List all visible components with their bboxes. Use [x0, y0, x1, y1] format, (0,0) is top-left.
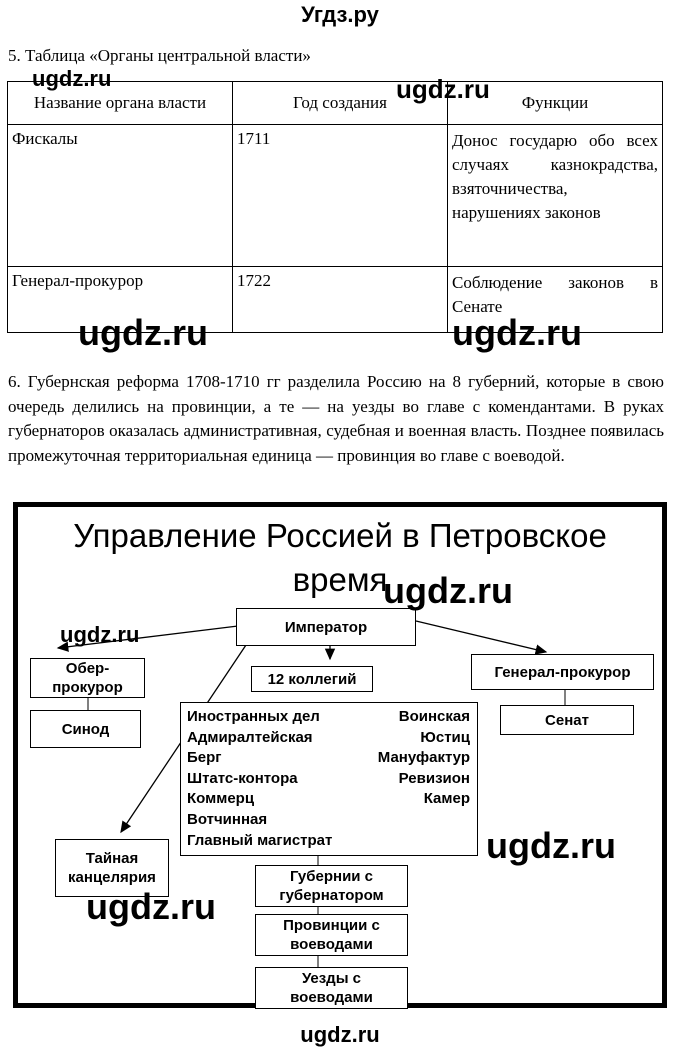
table-row — [8, 125, 663, 267]
diagram-title-line2: время — [292, 561, 388, 598]
general-procurator-box — [471, 654, 654, 690]
gubernii-line2: губернатором — [279, 887, 384, 904]
watermark: ugdz.ru — [452, 312, 582, 353]
table-cell-functions: Соблюдение законов в Сенате — [448, 267, 663, 333]
uyezdy-box — [255, 967, 408, 1009]
section-5-heading: 5. Таблица «Органы центральной власти» — [8, 46, 311, 65]
ober-procurator-line2: прокурор — [52, 679, 123, 696]
ober-procurator-box — [30, 658, 145, 698]
emperor-box — [236, 608, 416, 646]
watermark: ugdz.ru — [32, 66, 112, 91]
synod-label: Синод — [61, 720, 110, 738]
college-item: Штатс-контора — [187, 769, 298, 787]
college-item: Камер — [423, 790, 470, 808]
table-cell-year: 1711 — [233, 125, 448, 267]
college-item: Берг — [187, 749, 222, 767]
synod-box — [30, 710, 141, 748]
senate-label: Сенат — [545, 711, 589, 729]
college-item: Ревизион — [398, 769, 470, 787]
site-footer: ugdz.ru — [300, 1022, 380, 1047]
secret-chancellery-line1: Тайная — [85, 850, 139, 867]
college-item: Вотчинная — [187, 810, 268, 828]
table-cell-year: 1722 — [233, 267, 448, 333]
secret-chancellery-line2: канцелярия — [68, 869, 156, 886]
watermark: ugdz.ru — [78, 312, 208, 353]
table-cell-functions: Донос государю обо всех случаях казнокрадства, взяточничества, нарушениях законов — [448, 125, 663, 267]
governance-diagram — [13, 502, 667, 1008]
college-item: Юстиц — [420, 728, 470, 746]
general-procurator-label: Генерал-прокурор — [494, 663, 631, 681]
senate-box — [500, 705, 634, 735]
college-item: Воинская — [398, 708, 470, 725]
watermark: ugdz.ru — [486, 825, 616, 866]
diagram-title — [18, 514, 662, 602]
watermark: ugdz.ru — [383, 570, 513, 611]
colleges-list-box — [180, 702, 478, 856]
college-item: Адмиралтейская — [187, 728, 313, 746]
college-item: Главный магистрат — [187, 831, 333, 849]
central-authorities-table — [7, 81, 663, 333]
emperor-label: Император — [284, 618, 368, 636]
colleges-count-label: 12 коллегий — [267, 670, 357, 688]
uyezdy-line1: Уезды с — [301, 970, 362, 987]
column-header-year: Год создания — [233, 82, 448, 125]
provinces-line2: воеводами — [290, 936, 373, 953]
watermark: ugdz.ru — [60, 622, 140, 647]
college-item: Коммерц — [187, 790, 255, 808]
table-cell-name: Генерал-прокурор — [8, 267, 233, 333]
college-item: Мануфактур — [377, 749, 470, 767]
column-header-name: Название органа власти — [8, 82, 233, 125]
uyezdy-line2: воеводами — [290, 989, 373, 1006]
ober-procurator-line1: Обер- — [65, 660, 110, 677]
site-header: Угдз.ру — [301, 2, 379, 27]
colleges-right-column — [378, 707, 470, 810]
colleges-left-column — [187, 707, 332, 851]
column-header-functions: Функции — [448, 82, 663, 125]
gubernii-box — [255, 865, 408, 907]
diagram-title-line1: Управление Россией в Петровское — [73, 517, 607, 554]
arrow-to-general-procurator — [416, 621, 546, 652]
section-6-paragraph: 6. Губернская реформа 1708-1710 гг разделила Россию на 8 губерний, которые в свою очередь делились на провинции, а те — на уезды во главе с комендантами. В руках губернаторов оказалась административная, судебная и военная власть. Позднее появилась промежуточная территориальная единица — провинция во главе с воеводой. — [8, 372, 664, 465]
gubernii-line1: Губернии с — [289, 868, 374, 885]
watermark: ugdz.ru — [86, 886, 216, 927]
colleges-count-box — [251, 666, 373, 692]
college-item: Иностранных дел — [187, 708, 320, 725]
table-cell-name: Фискалы — [8, 125, 233, 267]
provinces-line1: Провинции с — [283, 917, 380, 934]
watermark: ugdz.ru — [396, 74, 490, 104]
provinces-box — [255, 914, 408, 956]
